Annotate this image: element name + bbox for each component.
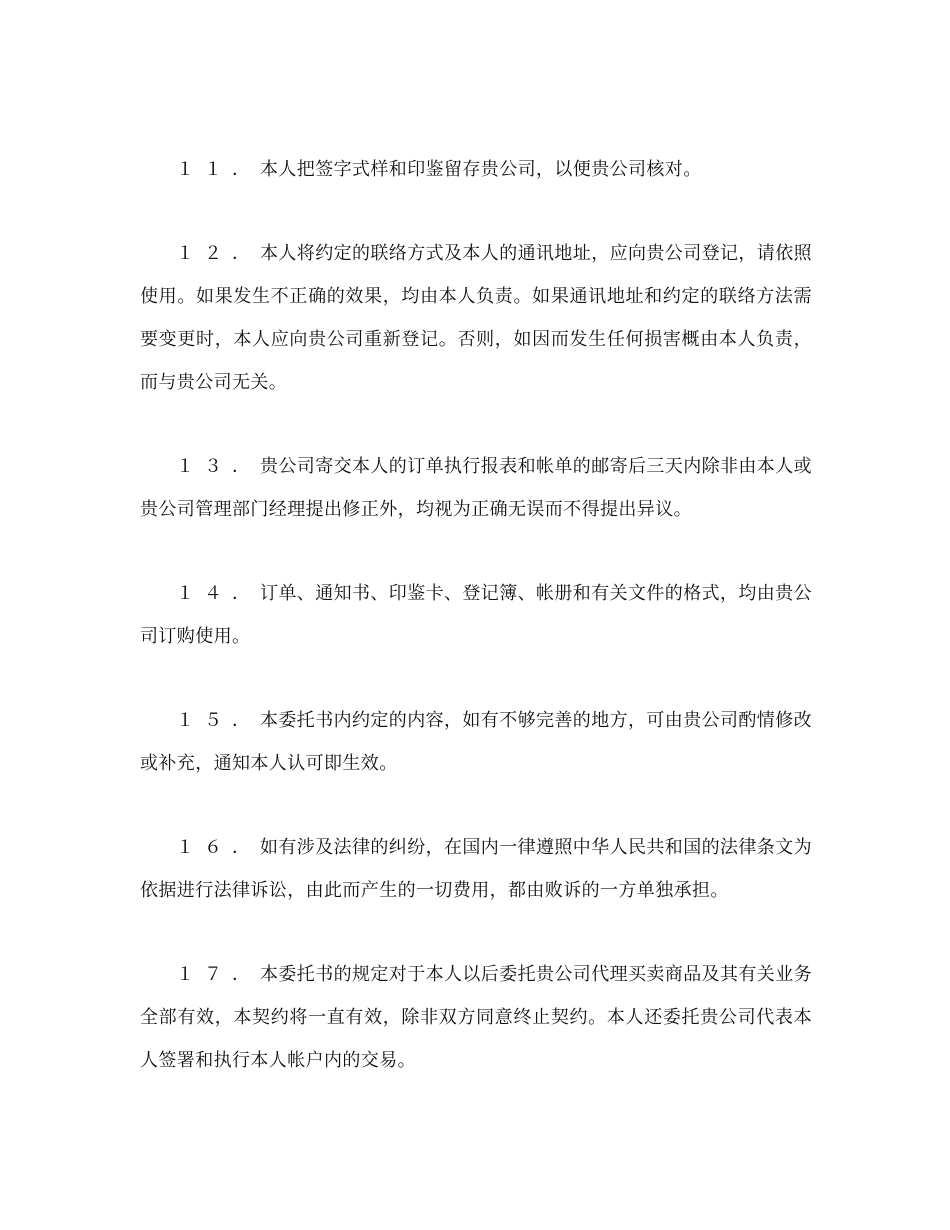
clause-text: 贵公司寄交本人的订单执行报表和帐单的邮寄后三天内除非由本人或贵公司管理部门经理提出修正外，均视为正确无误而不得提出异议。 xyxy=(140,456,812,520)
clause-text: 订单、通知书、印鉴卡、登记簿、帐册和有关文件的格式，均由贵公司订购使用。 xyxy=(140,583,812,647)
clause-text: 本委托书内约定的内容，如有不够完善的地方，可由贵公司酌情修改或补充，通知本人认可即生效。 xyxy=(140,710,812,774)
clause-14 xyxy=(140,572,812,658)
clause-13 xyxy=(140,445,812,531)
document-body xyxy=(140,148,812,1123)
clause-number: １３． xyxy=(176,456,260,477)
clause-text: 本人把签字式样和印鉴留存贵公司，以便贵公司核对。 xyxy=(260,159,702,180)
clause-11 xyxy=(140,148,812,191)
clause-number: １２． xyxy=(176,243,260,264)
clause-number: １５． xyxy=(176,710,260,731)
clause-12 xyxy=(140,232,812,404)
clause-number: １７． xyxy=(176,964,260,985)
clause-number: １６． xyxy=(176,837,260,858)
clause-text: 本委托书的规定对于本人以后委托贵公司代理买卖商品及其有关业务全部有效，本契约将一直有效，除非双方同意终止契约。本人还委托贵公司代表本人签署和执行本人帐户内的交易。 xyxy=(140,964,812,1071)
clause-text: 如有涉及法律的纠纷，在国内一律遵照中华人民共和国的法律条文为依据进行法律诉讼，由此而产生的一切费用，都由败诉的一方单独承担。 xyxy=(140,837,812,901)
clause-number: １１． xyxy=(176,159,260,180)
clause-15 xyxy=(140,699,812,785)
clause-17 xyxy=(140,953,812,1082)
clause-text: 本人将约定的联络方式及本人的通讯地址，应向贵公司登记，请依照使用。如果发生不正确的效果，均由本人负责。如果通讯地址和约定的联络方法需要变更时，本人应向贵公司重新登记。否则，如因而发生任何损害概由本人负责，而与贵公司无关。 xyxy=(140,243,812,393)
clause-number: １４． xyxy=(176,583,260,604)
clause-16 xyxy=(140,826,812,912)
